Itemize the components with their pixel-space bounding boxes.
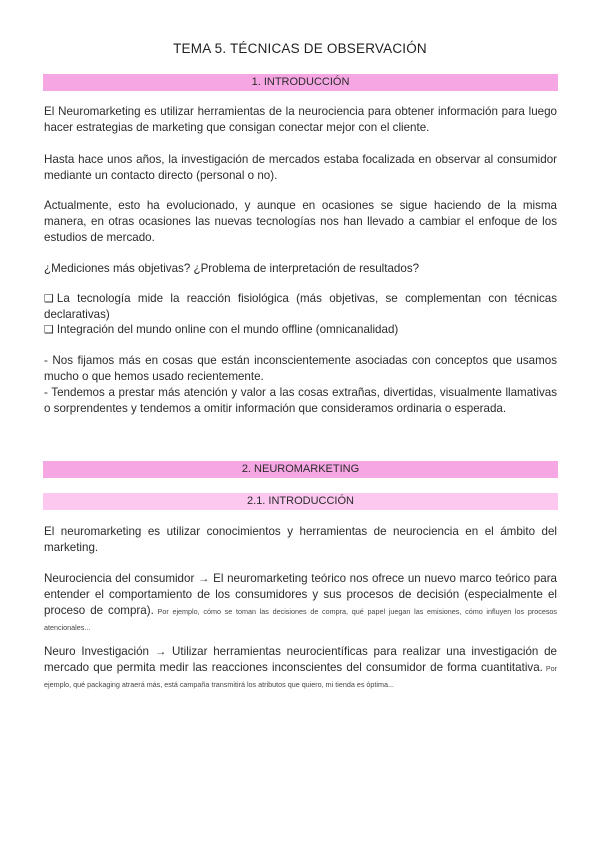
bullet-item-physiological <box>44 291 557 323</box>
checkbox-bullet-icon: ❑ <box>44 324 54 336</box>
paragraph-consumer-neuroscience <box>44 571 557 635</box>
checkbox-bullet-icon: ❑ <box>44 293 54 305</box>
paragraph-neuromarketing-scope: El neuromarketing es utilizar conocimientos y herramientas de neurociencia en el ámbito del marketing. <box>44 525 557 554</box>
bullet-text: La tecnología mide la reacción fisiológica (más objetivas, se complementan con técnicas declarativas) <box>44 292 557 321</box>
dash-item-attention: - Tendemos a prestar más atención y valor a las cosas extrañas, divertidas, visualmente llamativas o sorprendentes y tendemos a omitir información que consideramos ordinaria o esperada. <box>44 386 557 415</box>
consumer-neuroscience-text: Neurociencia del consumidor → El neuromarketing teórico nos ofrece un nuevo marco teórico para entender el comportamiento de los consumidores y sus procesos de decisión (especialmente el proceso de compra). <box>44 572 557 617</box>
paragraph-evolution: Actualmente, esto ha evolucionado, y aunque en ocasiones se sigue haciendo de la misma manera, en otras ocasiones las nuevas tecnologías nos han llevado a cambiar el enfoque de los estudios de mercado. <box>44 199 557 244</box>
consumer-neuroscience-example: Por ejemplo, cómo se toman las decisiones de compra, qué papel juegan las emisiones, cómo influyen los procesos atencionales... <box>44 607 558 632</box>
section-header-introduccion: 1. INTRODUCCIÓN <box>43 74 558 91</box>
section-header-neuromarketing: 2. NEUROMARKETING <box>43 461 558 478</box>
neuro-research-text: Neuro Investigación → Utilizar herramientas neurocientíficas para realizar una investigación de mercado que permita medir las reacciones inconscientes del consumidor de forma cuantitativa. <box>44 645 557 674</box>
page-title: TEMA 5. TÉCNICAS DE OBSERVACIÓN <box>173 41 427 56</box>
bullet-item-omnichannel <box>44 322 557 338</box>
bullet-text: Integración del mundo online con el mundo offline (omnicanalidad) <box>56 323 399 336</box>
paragraph-questions: ¿Mediciones más objetivas? ¿Problema de interpretación de resultados? <box>44 262 420 275</box>
neuro-research-example: Por ejemplo, qué packaging atraerá más, está campaña transmitirá los atributos que quiero, mi tienda es óptima... <box>44 664 558 689</box>
dash-item-associations: - Nos fijamos más en cosas que están inconscientemente asociadas con conceptos que usamos mucho o que hemos usado recientemente. <box>44 354 557 383</box>
paragraph-neuro-research <box>44 644 557 692</box>
paragraph-neuromarketing-definition: El Neuromarketing es utilizar herramientas de la neurociencia para obtener información para luego hacer estrategias de marketing que consigan conectar mejor con el cliente. <box>44 105 557 134</box>
paragraph-market-research-history: Hasta hace unos años, la investigación de mercados estaba focalizada en observar al consumidor mediante un contacto directo (personal o no). <box>44 153 557 182</box>
subsection-header-introduccion: 2.1. INTRODUCCIÓN <box>43 493 558 510</box>
